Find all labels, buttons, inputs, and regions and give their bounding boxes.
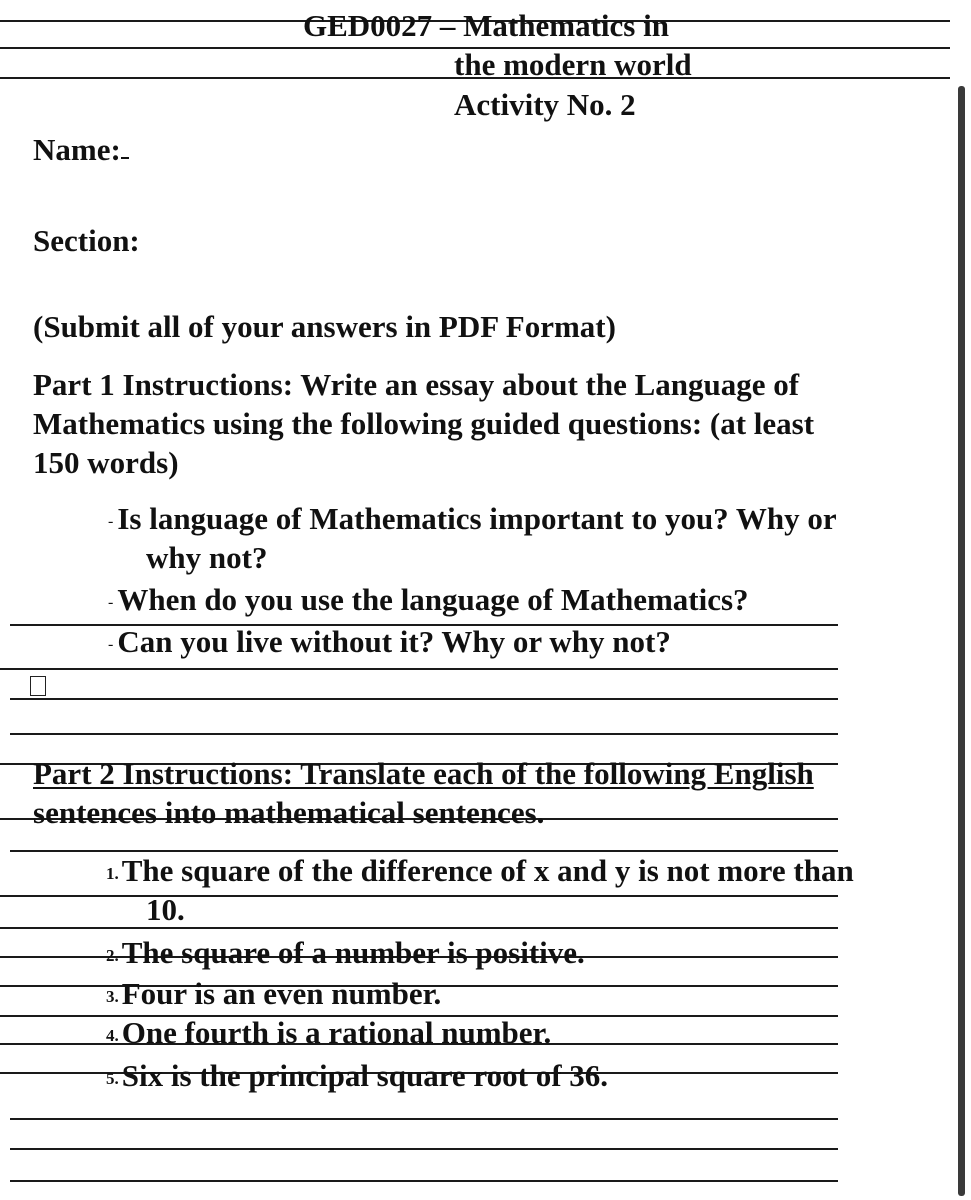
document-title-line1: GED0027 – Mathematics in [303,8,669,43]
question-text: Can you live without it? Why or why not? [117,624,671,659]
name-label [33,131,129,169]
part1-question-1 [108,500,837,541]
part2-item-4 [106,1014,551,1055]
question-text: Is language of Mathematics important to you? Why or [117,501,837,536]
part2-item-1-continued: 10. [146,892,185,927]
question-text: When do you use the language of Mathematics? [117,582,749,617]
part2-item-3 [106,975,441,1016]
item-text: The square of a number is positive. [121,935,585,970]
part2-instructions-line2: sentences into mathematical sentences. [33,795,545,830]
rule-line [10,698,838,700]
item-number: 2. [106,946,119,965]
part2-item-1 [106,852,854,893]
bullet-dash: - [108,513,114,530]
rule-line [10,1180,838,1182]
item-number: 5. [106,1069,119,1088]
item-text: One fourth is a rational number. [121,1015,552,1050]
rule-line [0,668,838,670]
bullet-dash: - [108,636,114,653]
item-number: 3. [106,987,119,1006]
item-text: Four is an even number. [121,976,442,1011]
section-label: Section: [33,223,140,258]
part2-item-2 [106,934,585,975]
submit-note: (Submit all of your answers in PDF Format) [33,309,616,344]
item-text: The square of the difference of x and y is not more than [121,853,854,888]
rule-line [10,1148,838,1150]
vertical-scrollbar[interactable] [958,86,965,1196]
item-number: 1. [106,864,119,883]
rule-line [10,1118,838,1120]
activity-number: Activity No. 2 [454,87,636,122]
name-field-underline[interactable] [121,131,129,159]
part1-question-1-continued: why not? [146,540,268,575]
rule-line [10,733,838,735]
part1-question-2 [108,581,749,622]
item-text: Six is the principal square root of 36. [121,1058,609,1093]
item-number: 4. [106,1026,119,1045]
part1-instructions-line3: 150 words) [33,445,179,480]
part2-item-5 [106,1057,608,1098]
rule-line [0,895,838,897]
part1-instructions-line1: Part 1 Instructions: Write an essay about the Language of [33,367,800,402]
part1-instructions-line2: Mathematics using the following guided questions: (at least [33,406,815,441]
name-label-text: Name: [33,132,121,167]
rule-line [0,927,838,929]
part1-question-3 [108,623,671,664]
answer-checkbox[interactable] [30,676,46,696]
bullet-dash: - [108,594,114,611]
part2-instructions-line1: Part 2 Instructions: Translate each of the following English [33,756,814,791]
document-title-line2: the modern world [454,47,692,82]
